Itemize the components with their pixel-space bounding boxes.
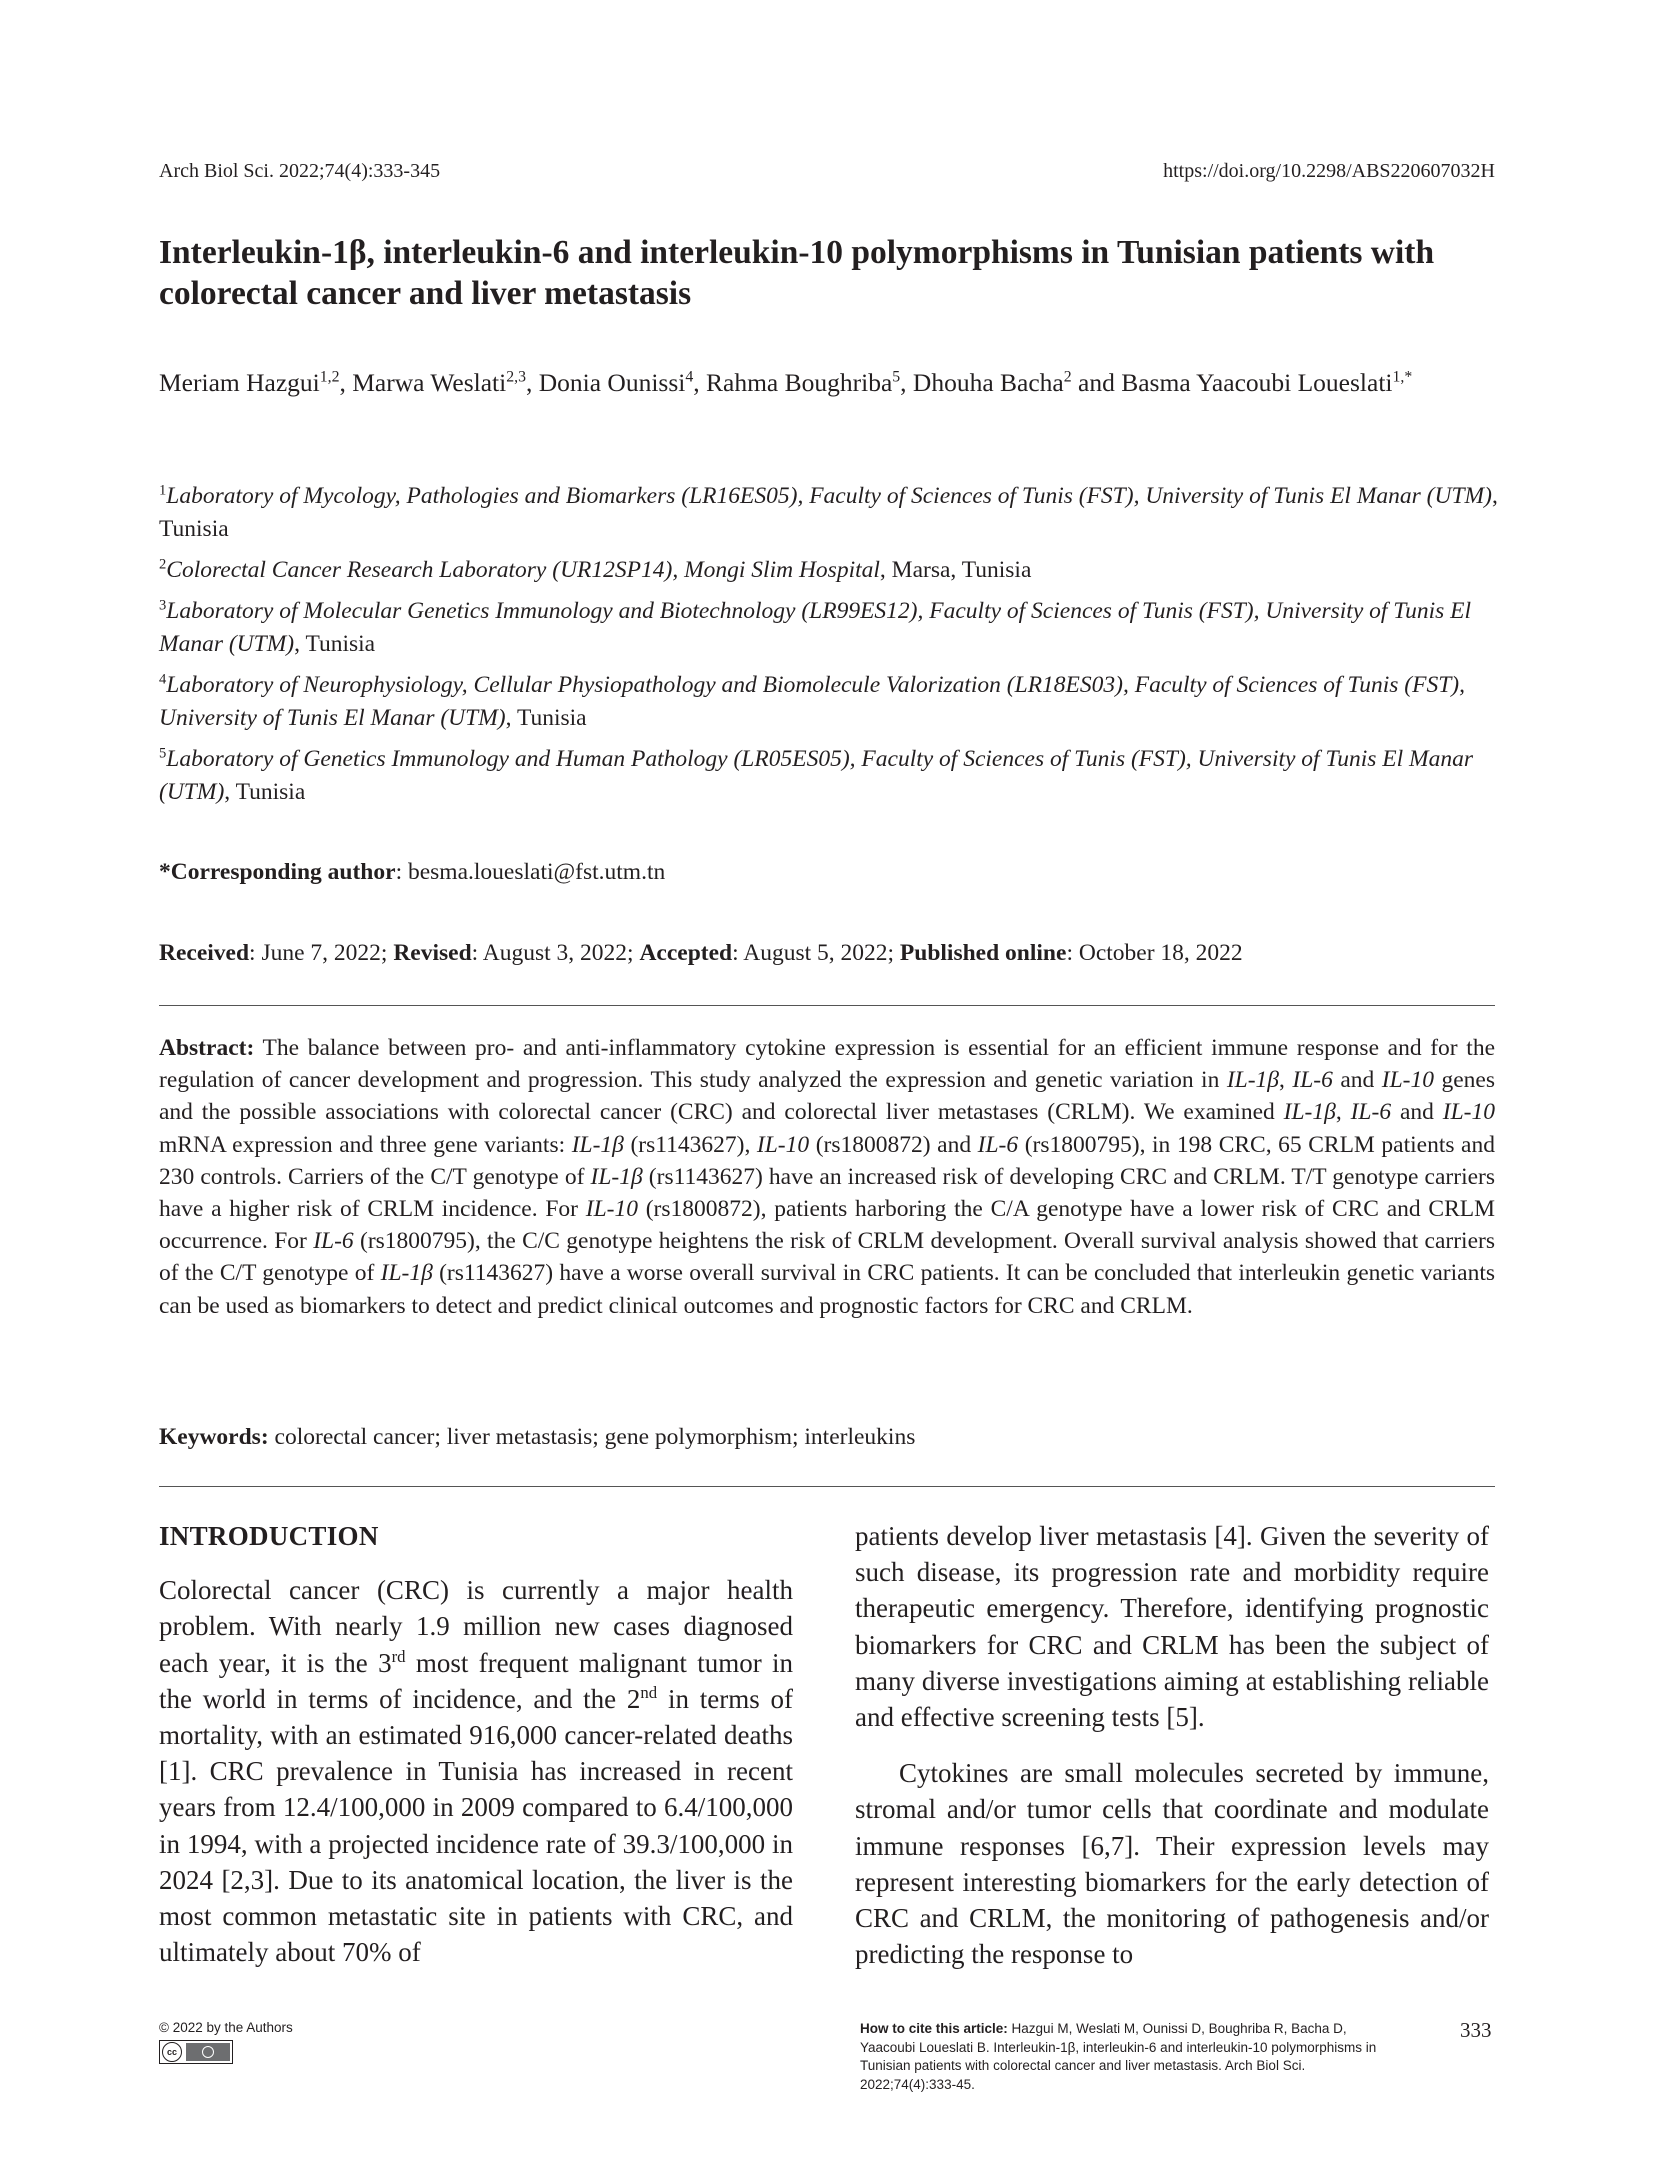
published-label: Published online — [899, 940, 1067, 966]
doi-link[interactable]: https://doi.org/10.2298/ABS220607032H — [1163, 160, 1495, 182]
introduction-paragraph-1: Colorectal cancer (CRC) is currently a major health problem. With nearly 1.9 million new cases diagnosed each year, it is the 3rd most frequent malignant tumor in the world in terms of incidence, and the 2nd in terms of mortality, with an estimated 916,000 cancer-related deaths [1]. CRC prevalence in Tunisia has increased in recent years from 12.4/100,000 in 2009 compared to 6.4/100,000 in 1994, with a projected incidence rate of 39.3/100,000 in 2024 [2,3]. Due to its anatomical location, the liver is the most common metastatic site in patients with CRC, and ultimately about 70% of — [159, 1575, 793, 1968]
corresponding-label: *Corresponding author — [159, 859, 396, 885]
introduction-paragraph-2: Cytokines are small molecules secreted by immune, stromal and/or tumor cells that coordinate and modulate immune responses [6,7]. Their expression levels may represent interesting biomarkers for the early detection of CRC and CRLM, the monitoring of pathogenesis and/or predicting the response to — [855, 1758, 1489, 1970]
affiliation-location: , Tunisia — [294, 631, 376, 657]
revised-date: August 3, 2022 — [482, 940, 628, 966]
introduction-paragraph-1-continued: patients develop liver metastasis [4]. Given the severity of such disease, its progression rate and morbidity require therapeutic emergency. Therefore, identifying prognostic biomarkers for CRC and CRLM has been the subject of many diverse investigations aiming at establishing reliable and effective screening tests [5]. — [855, 1521, 1489, 1733]
affiliation-institution: Colorectal Cancer Research Laboratory (UR12SP14), Mongi Slim Hospital — [166, 557, 880, 583]
affiliation-institution: Laboratory of Molecular Genetics Immunology and Biotechnology (LR99ES12), Faculty of Sciences of Tunis (FST), University of Tunis El Manar (UTM) — [159, 598, 1472, 657]
attribution-icon — [202, 2046, 214, 2058]
author-name: Meriam Hazgui — [159, 368, 320, 397]
affiliation-item — [159, 595, 1499, 661]
accepted-date: August 5, 2022 — [743, 940, 888, 966]
author-name: Marwa Weslati — [352, 368, 507, 397]
affiliation-location: , Tunisia — [224, 779, 306, 805]
column-left — [159, 1518, 793, 1970]
how-to-cite — [860, 2020, 1390, 2094]
author-affiliation-marker: 2,3 — [506, 368, 526, 386]
corresponding-email[interactable]: besma.loueslati@fst.utm.tn — [407, 859, 666, 885]
keywords-text: colorectal cancer; liver metastasis; gene polymorphism; interleukins — [274, 1424, 916, 1450]
affiliation-number: 5 — [159, 745, 167, 762]
by-icon — [186, 2043, 230, 2061]
affiliation-list — [159, 480, 1499, 817]
abstract-body: The balance between pro- and anti-inflammatory cytokine expression is essential for an efficient immune response and for the regulation of cancer development and progression. This study analyzed the expression and genetic variation in IL-1β, IL-6 and IL-10 genes and the possible associations with colorectal cancer (CRC) and colorectal liver metastases (CRLM). We examined IL-1β, IL-6 and IL-10 mRNA expression and three gene variants: IL-1β (rs1143627), IL-10 (rs1800872) and IL-6 (rs1800795), in 198 CRC, 65 CRLM patients and 230 controls. Carriers of the C/T genotype of IL-1β (rs1143627) have an increased risk of developing CRC and CRLM. T/T genotype carriers have a higher risk of CRLM incidence. For IL-10 (rs1800872), patients harboring the C/A genotype have a lower risk of CRC and CRLM occurrence. For IL-6 (rs1800795), the C/C genotype heightens the risk of CRLM development. Overall survival analysis showed that carriers of the C/T genotype of IL-1β (rs1143627) have a worse overall survival in CRC patients. It can be concluded that interleukin genetic variants can be used as biomarkers to detect and predict clinical outcomes and prognostic factors for CRC and CRLM. — [159, 1035, 1495, 1319]
corresponding-author: *Corresponding author: besma.loueslati@fst.utm.tn — [159, 859, 666, 885]
affiliation-institution: Laboratory of Mycology, Pathologies and Biomarkers (LR16ES05), Faculty of Sciences of Tunis (FST), University of Tunis El Manar (UTM) — [166, 483, 1492, 509]
affiliation-number: 2 — [159, 556, 167, 573]
article-title: Interleukin-1β, interleukin-6 and interleukin-10 polymorphisms in Tunisian patients with colorectal cancer and liver metastasis — [159, 234, 1435, 312]
affiliation-location: , Tunisia — [505, 705, 587, 731]
author-affiliation-marker: 2 — [1063, 368, 1072, 386]
received-date: June 7, 2022 — [261, 940, 381, 966]
divider-bottom — [159, 1486, 1495, 1487]
affiliation-item — [159, 743, 1499, 809]
keywords — [159, 1424, 915, 1451]
affiliation-institution: Laboratory of Neurophysiology, Cellular Physiopathology and Biomolecule Valorization (LR18ES03), Faculty of Sciences of Tunis (FST), University of Tunis El Manar (UTM) — [159, 672, 1465, 731]
column-right — [855, 1518, 1489, 1972]
divider-top — [159, 1005, 1495, 1006]
affiliation-number: 1 — [159, 482, 167, 499]
accepted-label: Accepted — [639, 940, 733, 966]
author-name: Rahma Boughriba — [706, 368, 893, 397]
cc-icon: cc — [162, 2042, 182, 2062]
published-date: October 18, 2022 — [1078, 940, 1243, 966]
revised-label: Revised — [393, 940, 472, 966]
author-affiliation-marker: 1,* — [1392, 368, 1413, 386]
journal-citation: Arch Biol Sci. 2022;74(4):333-345 — [159, 160, 441, 182]
received-label: Received — [159, 940, 250, 966]
author-affiliation-marker: 4 — [685, 368, 694, 386]
author-affiliation-marker: 5 — [892, 368, 901, 386]
article-dates: Received: June 7, 2022; Revised: August 3, 2022; Accepted: August 5, 2022; Published online: October 18, 2022 — [159, 940, 1243, 966]
affiliation-location: , Tunisia — [159, 483, 1498, 542]
affiliation-item — [159, 669, 1499, 735]
author-name: Dhouha Bacha — [912, 368, 1064, 397]
affiliation-location: , Marsa, Tunisia — [879, 557, 1032, 583]
cite-label: How to cite this article: — [860, 2021, 1008, 2036]
affiliation-institution: Laboratory of Genetics Immunology and Human Pathology (LR05ES05), Faculty of Sciences of Tunis (FST), University of Tunis El Manar (UTM) — [159, 746, 1474, 805]
page-number: 333 — [1460, 2018, 1492, 2042]
author-affiliation-marker: 1,2 — [319, 368, 340, 386]
affiliation-number: 4 — [159, 671, 167, 688]
keywords-label: Keywords: — [159, 1424, 269, 1450]
affiliation-item — [159, 480, 1499, 546]
abstract — [159, 1032, 1495, 1322]
cc-by-icon[interactable] — [159, 2040, 233, 2064]
introduction-heading: INTRODUCTION — [159, 1521, 379, 1551]
affiliation-number: 3 — [159, 597, 167, 614]
author-name: Donia Ounissi — [538, 368, 686, 397]
copyright-notice: © 2022 by the Authors — [159, 2020, 293, 2035]
author-name: Basma Yaacoubi Loueslati — [1121, 368, 1393, 397]
cite-text: Hazgui M, Weslati M, Ounissi D, Boughriba R, Bacha D, Yaacoubi Loueslati B. Interleukin-1β, interleukin-6 and interleukin-10 polymorphisms in Tunisian patients with colorectal cancer and liver metastasis. Arch Biol Sci. 2022;74(4):333-45. — [860, 2021, 1377, 2092]
abstract-label: Abstract: — [159, 1035, 255, 1061]
author-list: Meriam Hazgui$^{1,2}$, Marwa Weslati$^{2,3}$, Donia Ounissi$^4$, Rahma Boughriba$^5$, Dhouha Bacha$^2$ and Basma Yaacoubi Loueslati$^{1,*}$ — [159, 368, 1413, 397]
affiliation-item — [159, 554, 1499, 587]
